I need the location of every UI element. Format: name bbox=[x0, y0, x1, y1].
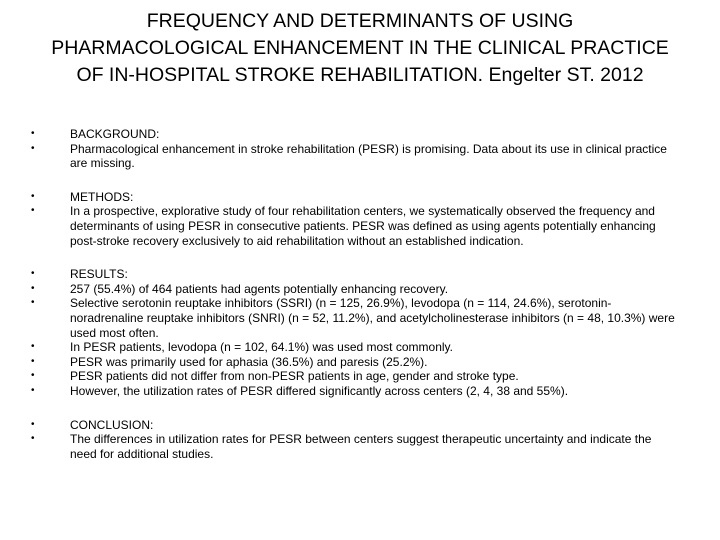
bullet-icon: • bbox=[31, 384, 35, 396]
bullet-item bbox=[31, 418, 681, 433]
bullet-text: RESULTS: bbox=[70, 267, 128, 282]
slide-title bbox=[20, 8, 700, 89]
bullet-text: 257 (55.4%) of 464 patients had agents potentially enhancing recovery. bbox=[70, 281, 449, 296]
bullet-icon: • bbox=[31, 355, 35, 367]
section-conclusion bbox=[31, 418, 681, 462]
bullet-item bbox=[31, 432, 681, 461]
bullet-item bbox=[31, 296, 681, 340]
bullet-text: BACKGROUND: bbox=[70, 127, 160, 141]
bullet-icon: • bbox=[31, 418, 35, 430]
section-background bbox=[31, 127, 681, 171]
bullet-content bbox=[31, 127, 681, 480]
bullet-text: In a prospective, explorative study of four rehabilitation centers, we systematically observed the frequency and determinants of using PESR in consecutive patients. PESR was defined as using agents potentially enhancing post-stroke recovery exclusively to aid rehabilitation without an established indication. bbox=[70, 204, 656, 248]
section-methods bbox=[31, 190, 681, 248]
bullet-item bbox=[31, 190, 681, 205]
title-line-1: FREQUENCY AND DETERMINANTS OF USING bbox=[146, 10, 574, 32]
title-line-2: PHARMACOLOGICAL ENHANCEMENT IN THE CLINICAL PRACTICE bbox=[51, 37, 669, 59]
bullet-item bbox=[31, 340, 681, 355]
bullet-text: In PESR patients, levodopa (n = 102, 64.1%) was used most commonly. bbox=[70, 340, 453, 355]
bullet-icon: • bbox=[31, 341, 35, 353]
bullet-icon: • bbox=[31, 190, 35, 202]
bullet-text: PESR patients did not differ from non-PESR patients in age, gender and stroke type. bbox=[70, 369, 519, 384]
bullet-icon: • bbox=[31, 142, 35, 154]
bullet-icon: • bbox=[31, 297, 35, 309]
bullet-item bbox=[31, 282, 681, 297]
bullet-item bbox=[31, 204, 681, 248]
bullet-icon: • bbox=[31, 205, 35, 217]
bullet-text: However, the utilization rates of PESR differed significantly across centers (2, 4, 38 and 55%). bbox=[70, 383, 569, 398]
bullet-item bbox=[31, 384, 681, 399]
bullet-item bbox=[31, 127, 681, 142]
bullet-item bbox=[31, 142, 681, 171]
bullet-text: The differences in utilization rates for PESR between centers suggest therapeutic uncertainty and indicate the need for additional studies. bbox=[70, 432, 652, 461]
bullet-item bbox=[31, 369, 681, 384]
bullet-icon: • bbox=[31, 282, 35, 294]
bullet-text: Selective serotonin reuptake inhibitors (SSRI) (n = 125, 26.9%), levodopa (n = 114, 24.6%), serotonin-noradrenaline reuptake inhibitors (SNRI) (n = 52, 11.2%), and acetylcholinesterase inhibitors (n = 48, 10.3%) were used most often. bbox=[70, 296, 675, 340]
bullet-item bbox=[31, 267, 681, 282]
bullet-icon: • bbox=[31, 433, 35, 445]
bullet-icon: • bbox=[31, 128, 35, 139]
section-results bbox=[31, 267, 681, 398]
bullet-text: METHODS: bbox=[70, 189, 134, 204]
bullet-text: Pharmacological enhancement in stroke rehabilitation (PESR) is promising. Data about its use in clinical practice are missing. bbox=[70, 141, 667, 171]
bullet-icon: • bbox=[31, 268, 35, 280]
title-line-3: OF IN-HOSPITAL STROKE REHABILITATION. Engelter ST. 2012 bbox=[76, 64, 644, 86]
bullet-item bbox=[31, 355, 681, 370]
bullet-text: CONCLUSION: bbox=[70, 417, 154, 432]
bullet-text: PESR was primarily used for aphasia (36.5%) and paresis (25.2%). bbox=[70, 354, 428, 369]
bullet-icon: • bbox=[31, 370, 35, 382]
